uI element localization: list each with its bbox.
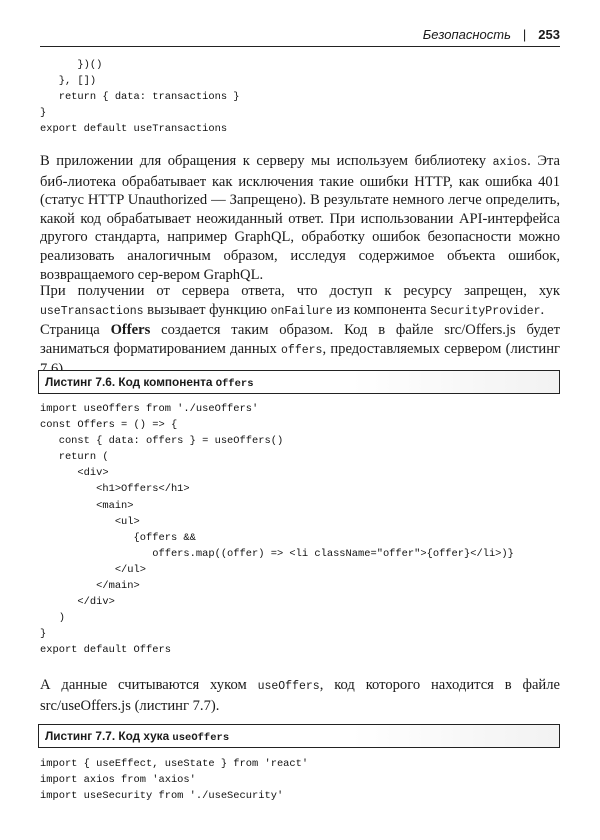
inline-code: useTransactions (40, 304, 144, 318)
listing-title: Листинг 7.6. Код компонента (45, 375, 216, 389)
listing-7-6-caption (38, 370, 560, 394)
code-line: } (40, 628, 47, 641)
paragraph-text: Страница (40, 322, 111, 338)
code-line: }, []) (40, 75, 97, 88)
paragraph-forbidden (40, 282, 560, 321)
listing-title: Листинг 7.7. Код хука (45, 729, 173, 743)
paragraph-text: А данные считываются хуком (40, 677, 258, 693)
inline-code: onFailure (270, 304, 333, 318)
code-line: <div> (40, 467, 109, 480)
paragraph-axios (40, 152, 560, 284)
code-line: {offers && (40, 531, 196, 544)
code-line: export default useTransactions (40, 123, 228, 136)
code-line: })() (40, 59, 103, 71)
code-line: offers.map((offer) => <li className="offer">{offer}</li>)} (40, 547, 514, 560)
code-line: <main> (40, 499, 134, 512)
page-number: 253 (538, 27, 560, 42)
code-line: import useOffers from './useOffers' (40, 403, 259, 415)
paragraph-text: из компонента (332, 301, 431, 318)
paragraph-text: . (540, 301, 545, 318)
listing-code-name: useOffers (172, 732, 230, 744)
code-line: import axios from 'axios' (40, 774, 196, 787)
inline-code: useOffers (257, 680, 320, 693)
code-line: </ul> (40, 563, 147, 576)
header-separator: | (522, 27, 527, 42)
code-block-top (40, 57, 240, 137)
paragraph-text: , код которого находится в файле src/useOffers.js (листинг 7.7). (40, 677, 560, 714)
code-line: export default Offers (40, 644, 171, 657)
section-title: Безопасность (422, 27, 511, 42)
paragraph-text: При получении от сервера ответа, что доступ к ресурсу запрещен, хук (40, 283, 560, 299)
paragraph-text: . Эта биб-лиотека обрабатывает как исключения такие ошибки HTTP, как ошибка 401 (статус HTTP Unauthorized — Запрещено). В результате немного легче определить, какой код обрабатывает неожиданный ответ. При использовании API-интерфейса другого стандарта, например GraphQL, обработку ошибок безопасности можно реализовать аналогичным образом, исследуя содержимое объекта ошибок, возвращаемого сер-вером GraphQL. (40, 153, 561, 283)
code-line: ) (40, 612, 65, 625)
paragraph-text: вызывает функцию (143, 301, 271, 318)
code-line: </div> (40, 596, 115, 609)
paragraph-text: В приложении для обращения к серверу мы используем библиотеку (40, 153, 493, 169)
code-line: </main> (40, 580, 140, 593)
code-line: const { data: offers } = useOffers() (40, 435, 284, 448)
code-block-listing-7-6 (40, 401, 514, 659)
inline-code: axios (492, 156, 528, 169)
running-header (40, 24, 560, 47)
code-line: import useSecurity from './useSecurity' (40, 790, 284, 803)
paragraph-text: , предоставляемых сервером (листинг (322, 340, 560, 357)
code-block-listing-7-7 (40, 756, 308, 804)
header-right (423, 27, 560, 42)
code-line: const Offers = () => { (40, 419, 178, 432)
inline-code: offers (281, 343, 323, 357)
inline-code: SecurityProvider (430, 304, 541, 318)
listing-code-name: Offers (215, 378, 254, 390)
listing-7-7-caption (38, 724, 560, 748)
paragraph-text: создается таким образом. Код в файле src/Offers.js будет заниматься форматированием данных (40, 322, 560, 357)
bold-text: Offers (110, 322, 151, 338)
code-line: return ( (40, 451, 109, 464)
code-line: import { useEffect, useState } from 'react' (40, 758, 309, 770)
code-line: } (40, 107, 47, 120)
code-line: <h1>Offers</h1> (40, 483, 190, 496)
paragraph-useoffers (40, 676, 560, 715)
code-line: return { data: transactions } (40, 91, 240, 104)
code-line: <ul> (40, 515, 140, 528)
